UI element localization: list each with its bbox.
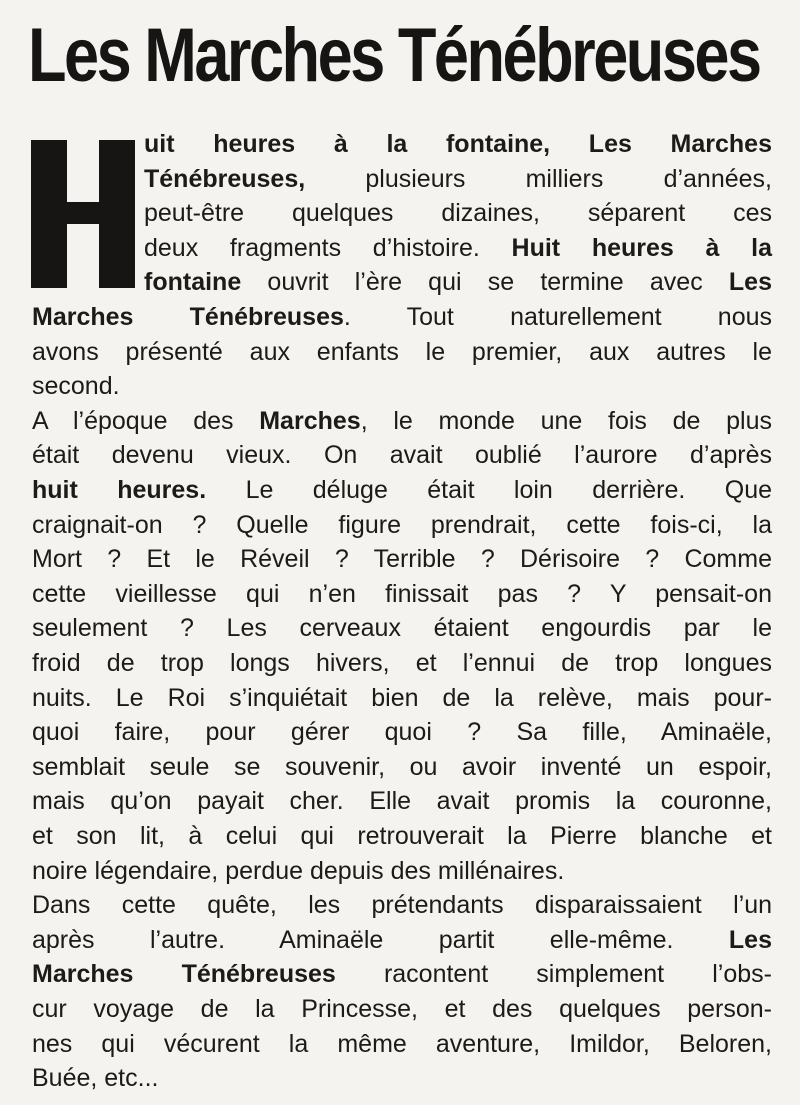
text-line	[32, 508, 772, 542]
text-run: et son lit, à celui qui retrouverait la Pierre blanche et	[32, 822, 772, 850]
text-run: deux fragments d’histoire.	[144, 233, 512, 262]
text-line	[32, 750, 772, 784]
text-line	[32, 854, 772, 888]
text-run: racontent simplement l’obs-	[335, 960, 772, 989]
text-run: peut-être quelques dizaines, séparent ces	[144, 199, 772, 228]
text-run: cette vieillesse qui n’en finissait pas ? Y pensait-on	[32, 579, 772, 608]
text-line	[32, 542, 772, 576]
text-run: mais qu’on payait cher. Elle avait promis la couronne,	[32, 787, 772, 816]
text-run: cur voyage de la Princesse, et des quelques person-	[32, 995, 772, 1023]
text-line	[32, 1061, 772, 1095]
text-run: nuits. Le Roi s’inquiétait bien de la relève, mais pour-	[32, 683, 772, 712]
text-run: . Tout naturellement nous	[343, 303, 772, 331]
bold-text-run: Marches Ténébreuses	[32, 960, 336, 989]
text-run: A l’époque des	[32, 406, 260, 435]
text-line	[32, 784, 772, 818]
text-run: , le monde une fois de plus	[360, 406, 772, 435]
bold-text-run: huit heures.	[32, 476, 207, 504]
text-run: nes qui vécurent la même aventure, Imildor, Beloren,	[32, 1029, 772, 1058]
text-line	[32, 438, 772, 472]
article-title: Les Marches Ténébreuses	[28, 13, 760, 98]
text-line	[32, 819, 772, 853]
text-run: craignait-on ? Quelle figure prendrait, cette fois-ci, la	[32, 510, 772, 539]
text-run: ouvrit l’ère qui se termine avec	[241, 268, 729, 297]
text-line	[32, 715, 772, 749]
text-run: froid de trop longs hivers, et l’ennui de trop longues	[32, 649, 772, 677]
text-line	[144, 196, 772, 230]
text-line	[32, 888, 772, 922]
text-line	[32, 404, 772, 438]
text-line	[32, 646, 772, 680]
text-line	[32, 300, 772, 334]
text-line	[32, 335, 772, 369]
text-line	[32, 577, 772, 611]
text-line	[32, 611, 772, 645]
text-run: Buée, etc...	[32, 1064, 159, 1093]
text-line	[144, 162, 772, 196]
text-run: Le déluge était loin derrière. Que	[206, 476, 772, 504]
text-run: quoi faire, pour gérer quoi ? Sa fille, Aminaële,	[32, 718, 772, 747]
text-line	[32, 957, 772, 991]
text-run: Mort ? Et le Réveil ? Terrible ? Dérisoire ? Comme	[32, 545, 772, 574]
text-line	[144, 265, 772, 299]
text-line	[144, 231, 772, 265]
bold-text-run: Marches Ténébreuses	[32, 303, 344, 331]
bold-text-run: fontaine	[144, 268, 242, 297]
bold-text-run: Ténébreuses,	[144, 164, 306, 193]
text-line	[32, 1027, 772, 1061]
text-run: Dans cette quête, les prétendants disparaissaient l’un	[32, 891, 772, 920]
bold-text-run: Les	[728, 925, 772, 954]
bold-text-run: uit heures à la fontaine, Les Marches	[144, 130, 772, 158]
text-run: après l’autre. Aminaële partit elle-même.	[32, 925, 729, 954]
text-line	[32, 369, 772, 403]
text-run: avons présenté aux enfants le premier, aux autres le	[32, 337, 772, 366]
bold-text-run: Huit heures à la	[511, 233, 772, 262]
drop-cap-letter	[31, 140, 135, 288]
text-run: noire légendaire, perdue depuis des millénaires.	[32, 856, 565, 885]
text-run: plusieurs milliers d’années,	[305, 164, 772, 193]
text-run: semblait seule se souvenir, ou avoir inventé un espoir,	[32, 752, 772, 781]
bold-text-run: Les	[728, 268, 772, 297]
text-run: était devenu vieux. On avait oublié l’aurore d’après	[32, 441, 772, 470]
text-line	[144, 127, 772, 161]
bold-text-run: Marches	[259, 406, 361, 435]
text-run: seulement ? Les cerveaux étaient engourdis par le	[32, 614, 772, 643]
text-line	[32, 923, 772, 957]
drop-cap-h-glyph	[31, 140, 135, 288]
text-line	[32, 681, 772, 715]
text-line	[32, 473, 772, 507]
text-run: second.	[32, 372, 120, 401]
text-line	[32, 992, 772, 1026]
